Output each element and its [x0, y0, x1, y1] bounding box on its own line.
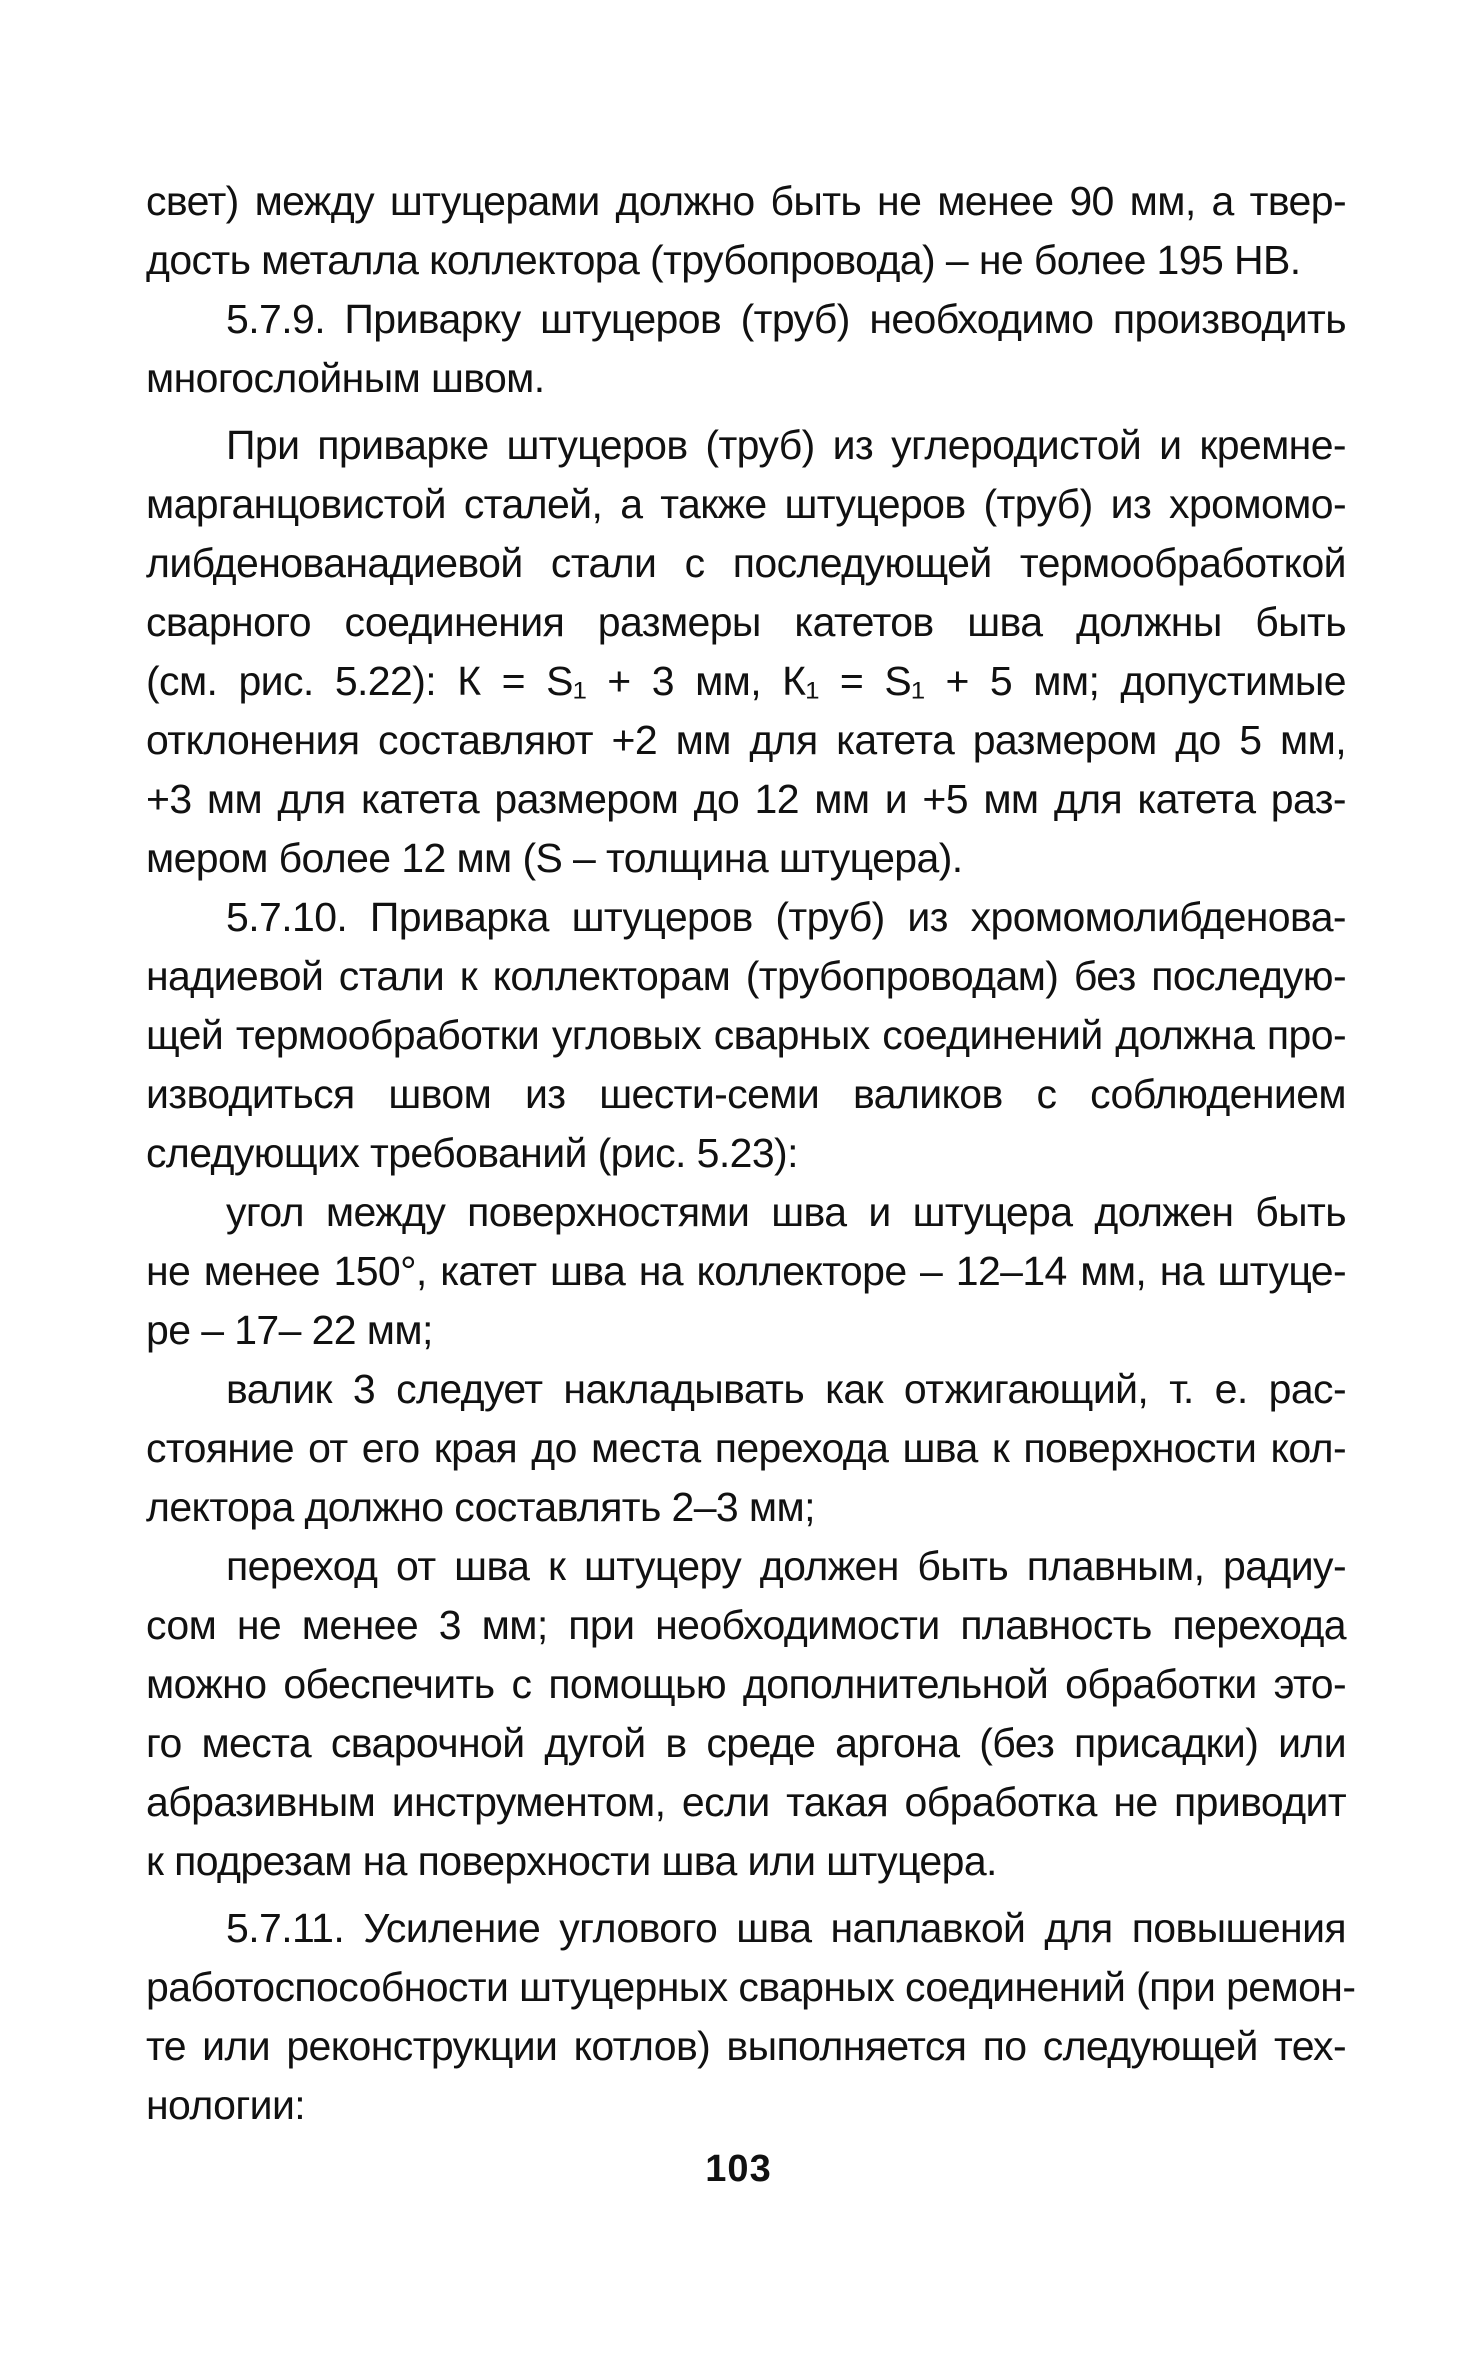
paragraph-gap [146, 408, 1346, 416]
text-line: надиевой стали к коллекторам (трубопроводам) без последую- [146, 953, 1346, 999]
text-line: стояние от его края до места перехода шва к поверхности кол- [146, 1425, 1346, 1471]
text-line: При приварке штуцеров (труб) из углеродистой и кремне- [226, 422, 1346, 468]
text-line: 5.7.11. Усиление углового шва наплавкой для повышения [226, 1905, 1346, 1951]
paragraph-gap [146, 1891, 1346, 1899]
page-number: 103 [705, 2148, 772, 2190]
text-line: валик 3 следует накладывать как отжигающий, т. е. рас- [226, 1366, 1346, 1412]
text-line: мером более 12 мм (S – толщина штуцера). [146, 835, 963, 881]
text-line: 5.7.10. Приварка штуцеров (труб) из хромомолибденова- [226, 894, 1346, 940]
text-line: абразивным инструментом, если такая обработка не приводит [146, 1779, 1346, 1825]
text-line: ре – 17– 22 мм; [146, 1307, 433, 1353]
text-line: 5.7.9. Приварку штуцеров (труб) необходимо производить [226, 296, 1346, 342]
text-line: следующих требований (рис. 5.23): [146, 1130, 798, 1176]
text-line: нологии: [146, 2082, 306, 2128]
page-body [146, 172, 1356, 2135]
text-line: сварного соединения размеры катетов шва должны быть [146, 599, 1346, 645]
text-line: угол между поверхностями шва и штуцера должен быть [226, 1189, 1346, 1235]
text-line: переход от шва к штуцеру должен быть плавным, радиу- [226, 1543, 1346, 1589]
text-line: лектора должно составлять 2–3 мм; [146, 1484, 815, 1530]
text-line: либденованадиевой стали с последующей термообработкой [146, 540, 1346, 586]
text-line: отклонения составляют +2 мм для катета размером до 5 мм, [146, 717, 1346, 763]
text-line: многослойным швом. [146, 355, 545, 401]
text-line: можно обеспечить с помощью дополнительной обработки это- [146, 1661, 1346, 1707]
text-line: к подрезам на поверхности шва или штуцера. [146, 1838, 997, 1884]
text-line: го места сварочной дугой в среде аргона (без присадки) или [146, 1720, 1346, 1766]
text-line: работоспособности штуцерных сварных соединений (при ремон- [146, 1964, 1356, 2010]
text-line: изводиться швом из шести-семи валиков с соблюдением [146, 1071, 1346, 1117]
text-line: не менее 150°, катет шва на коллекторе – 12–14 мм, на штуце- [146, 1248, 1346, 1294]
text-line: сом не менее 3 мм; при необходимости плавность перехода [146, 1602, 1346, 1648]
text-line: дость металла коллектора (трубопровода) – не более 195 НВ. [146, 237, 1301, 283]
text-line: свет) между штуцерами должно быть не менее 90 мм, а твер- [146, 178, 1346, 224]
text-line: +3 мм для катета размером до 12 мм и +5 мм для катета раз- [146, 776, 1346, 822]
text-line: марганцовистой сталей, а также штуцеров (труб) из хромомо- [146, 481, 1346, 527]
text-line: щей термообработки угловых сварных соединений должна про- [146, 1012, 1346, 1058]
text-line: (см. рис. 5.22): К = S₁ + 3 мм, К₁ = S₁ + 5 мм; допустимые [146, 658, 1346, 704]
text-line: те или реконструкции котлов) выполняется по следующей тех- [146, 2023, 1346, 2069]
